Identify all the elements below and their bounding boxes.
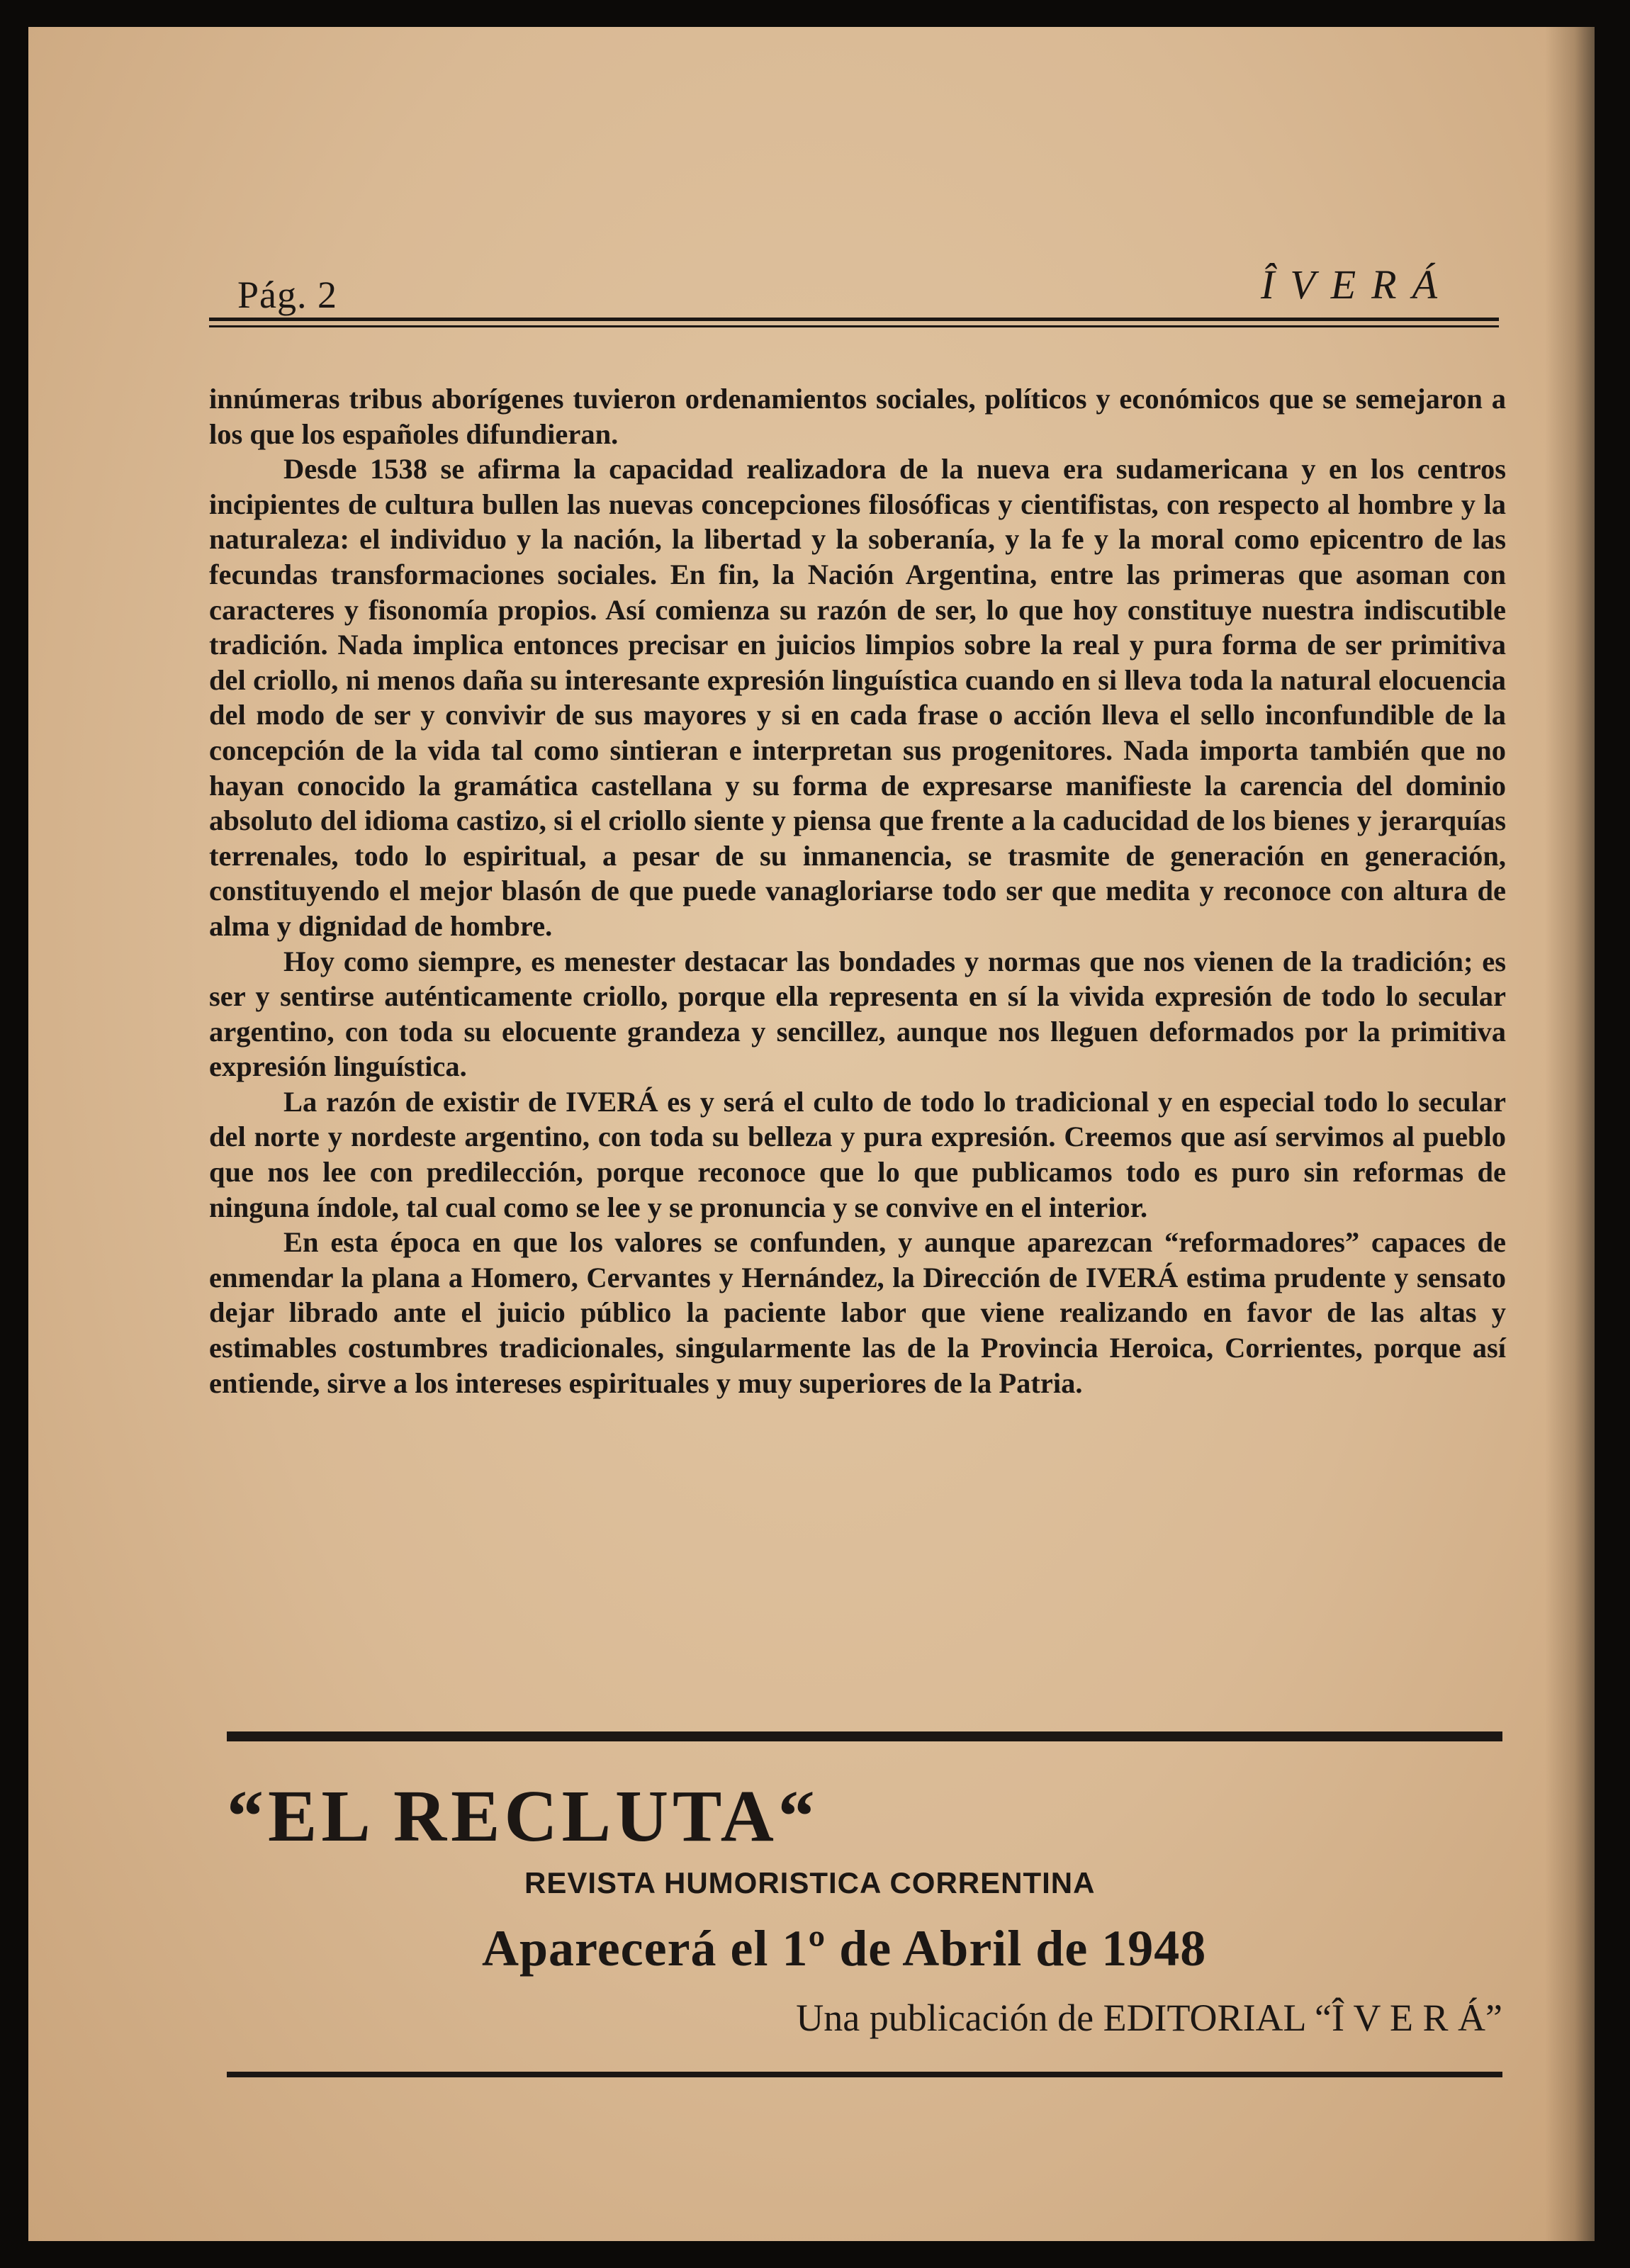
advertisement-publisher: Una publicación de EDITORIAL “Î V E R Á” — [796, 1997, 1502, 2039]
article-paragraph: Hoy como siempre, es menester destacar las bondades y normas que nos vienen de la tradición; es ser y sentirse auténticamente criollo, porque ella representa en sí la vivida expresión de todo lo secular argentino, con toda su elocuente grandeza y sencillez, aunque nos lleguen deformados por la primitiva expresión linguística. — [209, 945, 1506, 1083]
page-spine-shadow — [1545, 27, 1595, 2241]
header-rule — [209, 318, 1499, 327]
article-body — [209, 381, 1506, 1400]
masthead-title: ÎVERÁ — [1260, 262, 1453, 308]
advertisement-bottom-rule — [227, 2072, 1502, 2077]
article-paragraph: innúmeras tribus aborígenes tuvieron ordenamientos sociales, políticos y económicos que se semejaron a los que los españoles difundieran. — [209, 383, 1506, 450]
page-header — [209, 234, 1495, 319]
article-paragraph: Desde 1538 se afirma la capacidad realizadora de la nueva era sudamericana y en los centros incipientes de cultura bullen las nuevas concepciones filosóficas y cientifistas, con respecto al hombre y la naturaleza: el individuo y la nación, la libertad y la soberanía, y la fe y la moral como epicentro de las fecundas transformaciones sociales. En fin, la Nación Argentina, entre las primeras que asoman con caracteres y fisonomía propios. Así comienza su razón de ser, lo que hoy constituye nuestra indiscutible tradición. Nada implica entonces precisar en juicios limpios sobre la real y pura forma de ser primitiva del criollo, ni menos daña su interesante expresión linguística cuando en si lleva toda la natural elocuencia del modo de ser y convivir de sus mayores y si en cada frase o acción lleva el sello inconfundible de la concepción de la vida tal como sintieran e interpretan sus progenitores. Nada importa también que no hayan conocido la gramática castellana y su forma de expresarse manifieste la carencia del dominio absoluto del idioma castizo, si el criollo siente y piensa que frente a la caducidad de los bienes y jerarquías terrenales, todo lo espiritual, a pesar de su inmanencia, se trasmite de generación en generación, constituyendo el mejor blasón de que puede vanagloriarse todo ser que medita y reconoce con altura de alma y dignidad de hombre. — [209, 453, 1506, 942]
advertisement-date: Aparecerá el 1º de Abril de 1948 — [482, 1920, 1207, 1977]
advertisement-title: “EL RECLUTA“ — [227, 1775, 819, 1857]
advertisement-subtitle: REVISTA HUMORISTICA CORRENTINA — [524, 1866, 1096, 1899]
magazine-page — [28, 27, 1595, 2241]
article-paragraph: En esta época en que los valores se confunden, y aunque aparezcan “reformadores” capaces de enmendar la plana a Homero, Cervantes y Hernández, la Dirección de IVERÁ estima prudente y sensato dejar librado ante el juicio público la paciente labor que viene realizando en favor de las altas y estimables costumbres tradicionales, singularmente las de la Provincia Heroica, Corrientes, porque así entiende, sirve a los intereses espirituales y muy superiores de la Patria. — [209, 1226, 1506, 1399]
page-number: Pág. 2 — [237, 274, 337, 316]
advertisement-top-rule — [227, 1731, 1502, 1741]
article-paragraph: La razón de existir de IVERÁ es y será el culto de todo lo tradicional y en especial todo lo secular del norte y nordeste argentino, con toda su belleza y pura expresión. Creemos que así servimos al pueblo que nos lee con predilección, porque reconoce que lo que publicamos todo es puro sin reformas de ninguna índole, tal cual como se lee y se pronuncia y se convive en el interior. — [209, 1085, 1506, 1223]
